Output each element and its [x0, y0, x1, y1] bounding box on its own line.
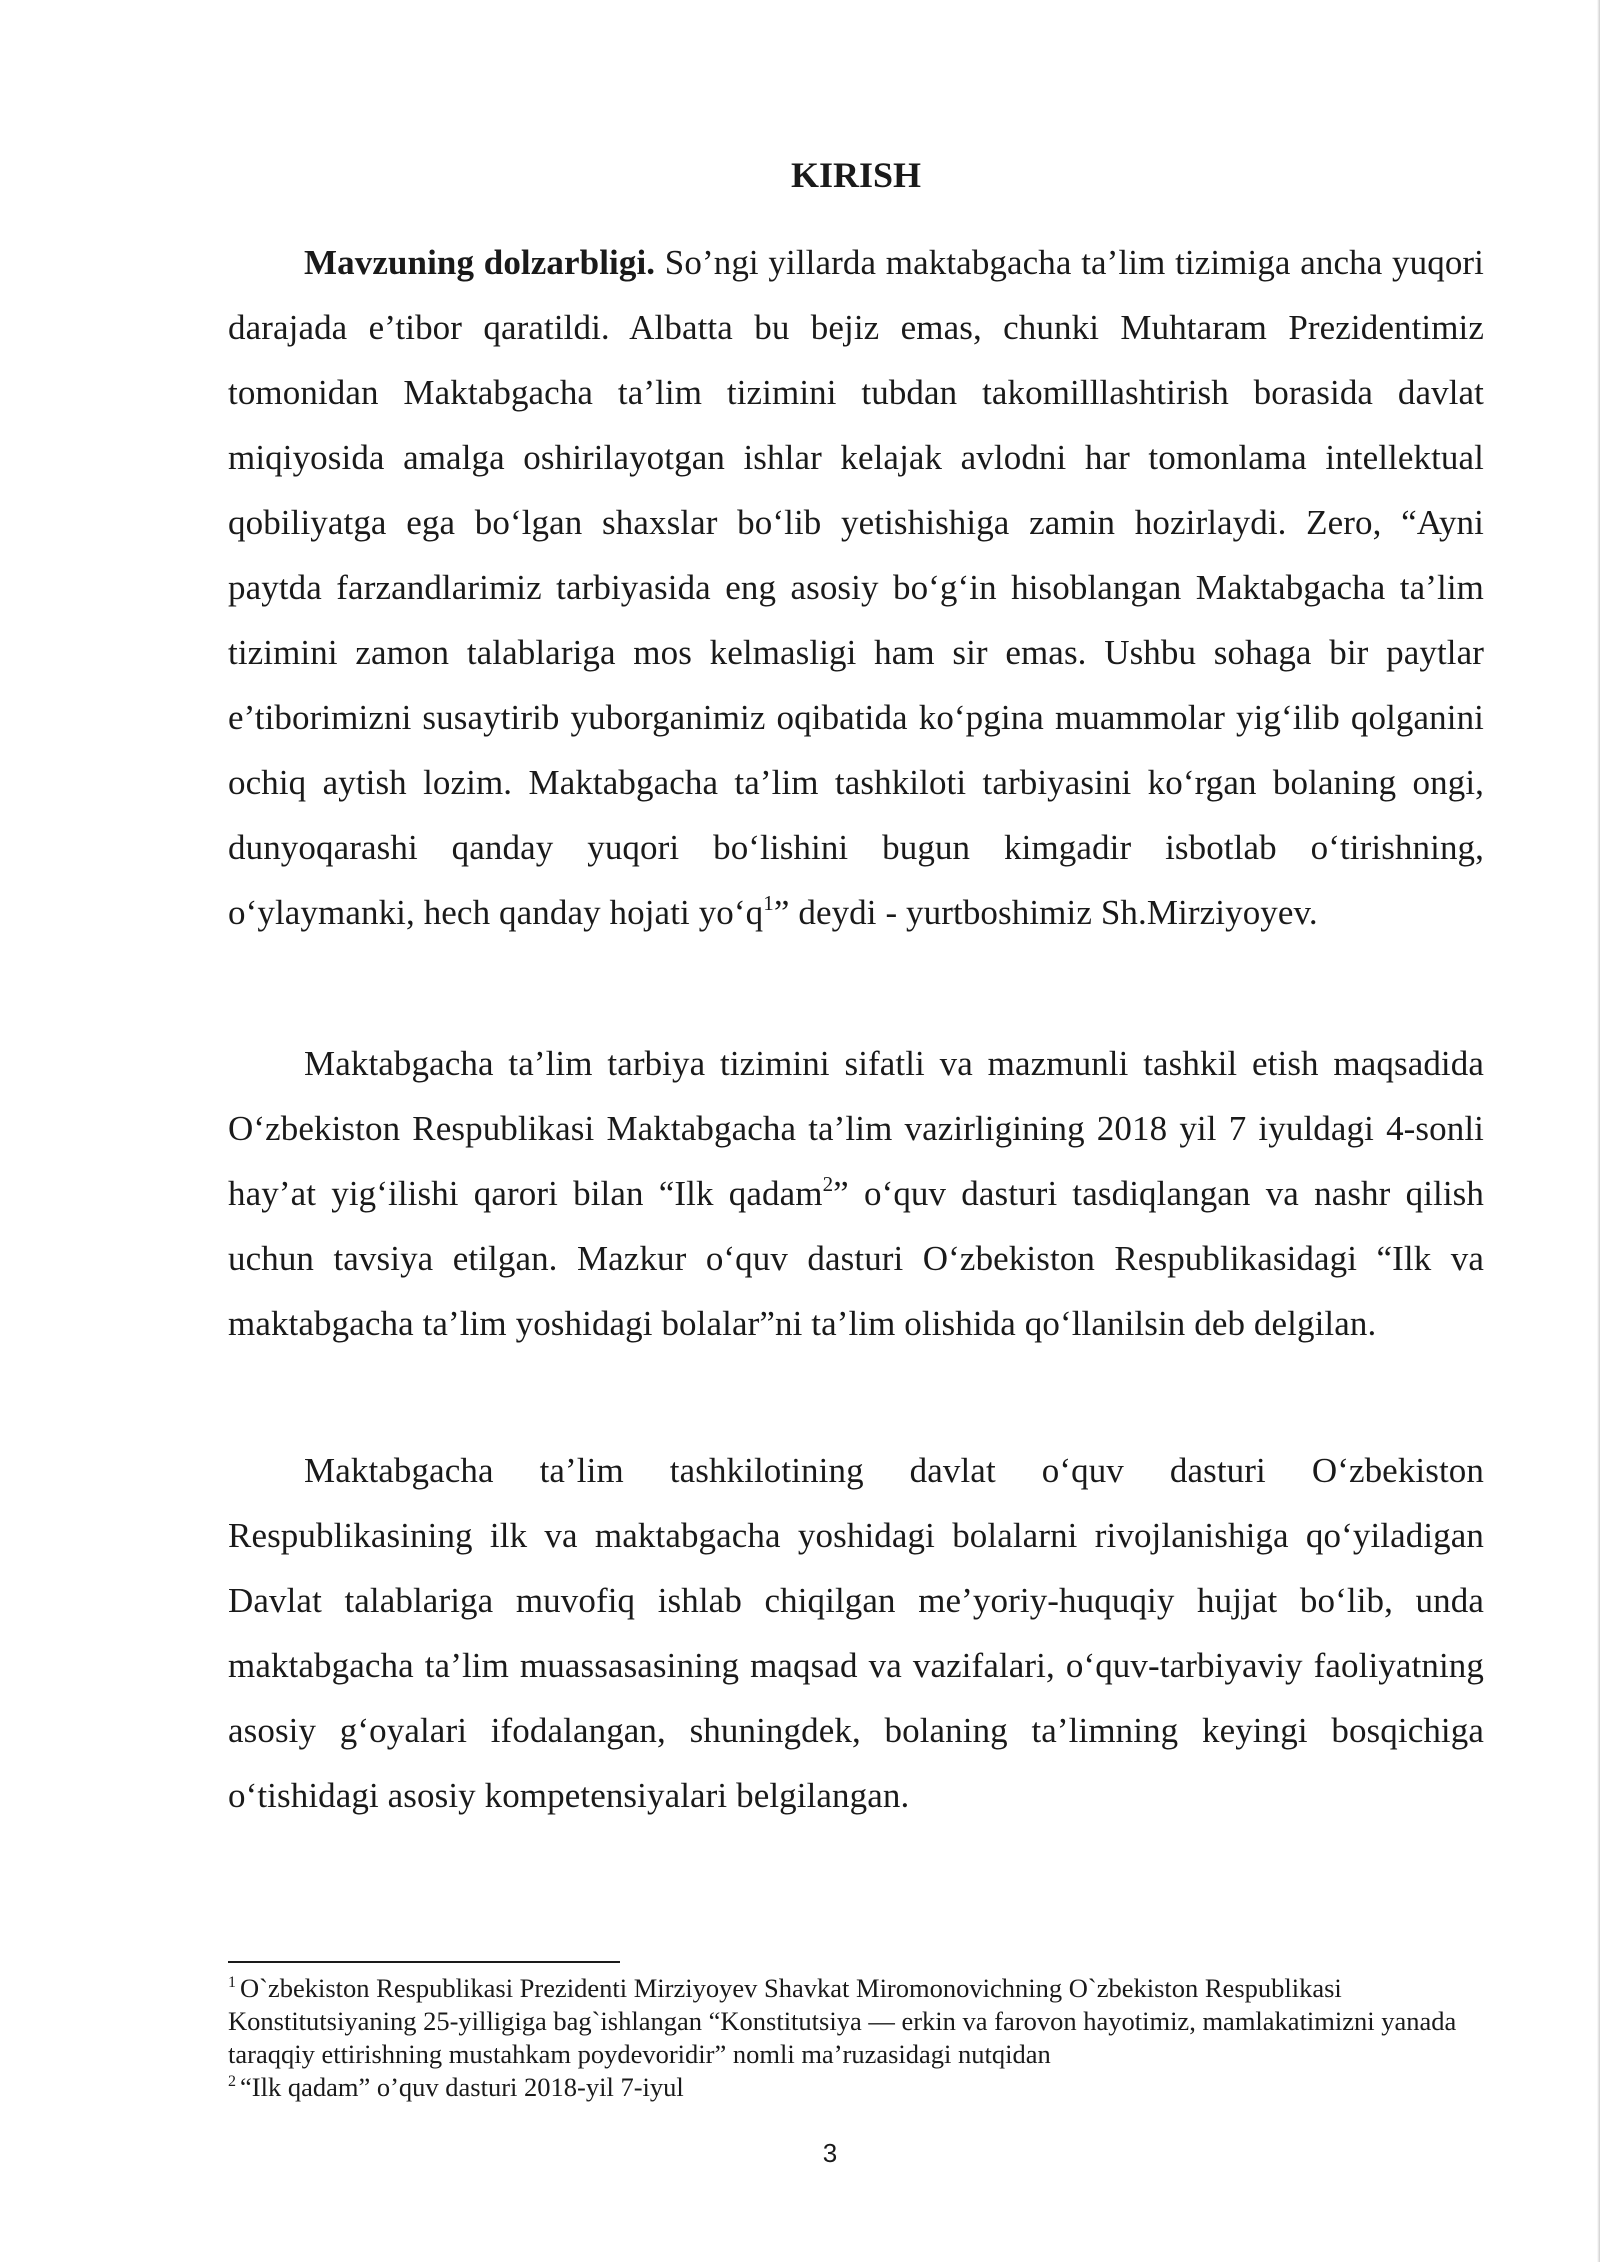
paragraph-text: ” oʻquv dasturi tasdiqlangan va nashr qilish uchun tavsiya etilgan. Mazkur oʻquv dasturi Oʻzbekiston Respublikasidagi “Ilk va maktabgacha ta’lim yoshidagi bolalar”ni ta’lim olishida qoʻllanilsin deb delgilan. [228, 1174, 1484, 1343]
paragraph-lead-heading: Mavzuning dolzarbligi. [304, 243, 656, 282]
paragraph-text: ” deydi - yurtboshimiz Sh.Mirziyoyev. [773, 893, 1318, 932]
paragraph-text: Maktabgacha ta’lim tarbiya tizimini sifatli va mazmunli tashkil etish maqsadida Oʻzbekiston Respublikasi Maktabgacha ta’lim vazirligining 2018 yil 7 iyuldagi 4-sonli hay’at yigʻilishi qarori bilan “Ilk qadam [228, 1044, 1484, 1213]
footnote-text: O`zbekiston Respublikasi Prezidenti Mirziyoyev Shavkat Miromonovichning O`zbekiston Respublikasi Konstitutsiyaning 25-yilligiga bag`ishlangan “Konstitutsiya — erkin va farovon hayotimiz, mamlakatimizni yanada taraqqiy ettirishning mustahkam poydevoridir” nomli ma’ruzasidagi nutqidan [228, 1973, 1457, 2069]
footnote-item [228, 1972, 1484, 2071]
paragraph-relevance [228, 230, 1484, 945]
section-title: KIRISH [790, 155, 922, 195]
paragraph-ilk-qadam [228, 1031, 1484, 1356]
footnote-separator [228, 1961, 620, 1963]
footnote-reference[interactable]: 1 [763, 891, 774, 915]
page-number: 3 [822, 2138, 838, 2168]
footnote-mark: 1 [228, 1974, 236, 1991]
footnote-text: “Ilk qadam” o’quv dasturi 2018-yil 7-iyul [240, 2072, 684, 2102]
paragraph-text: Maktabgacha ta’lim tashkilotining davlat oʻquv dasturi Oʻzbekiston Respublikasining ilk va maktabgacha yoshidagi bolalarni rivojlanishiga qoʻyiladigan Davlat talablariga muvofiq ishlab chiqilgan me’yoriy-huquqiy hujjat boʻlib, unda maktabgacha ta’lim muassasasining maqsad va vazifalari, oʻquv-tarbiyaviy faoliyatning asosiy gʻoyalari ifodalangan, shuningdek, bolaning ta’limning keyingi bosqichiga oʻtishidagi asosiy kompetensiyalari belgilangan. [228, 1451, 1484, 1815]
footnote-reference[interactable]: 2 [822, 1172, 834, 1196]
paragraph-state-program [228, 1438, 1484, 1828]
paragraph-text: So’ngi yillarda maktabgacha ta’lim tizimiga ancha yuqori darajada e’tibor qaratildi. Albatta bu bejiz emas, chunki Muhtaram Prezidentimiz tomonidan Maktabgacha ta’lim tizimini tubdan takomilllashtirish borasida davlat miqiyosida amalga oshirilayotgan ishlar kelajak avlodni har tomonlama intellektual qobiliyatga ega boʻlgan shaxslar boʻlib yetishishiga zamin hozirlaydi. Zero, “Ayni paytda farzandlarimiz tarbiyasida eng asosiy boʻgʻin hisoblangan Maktabgacha ta’lim tizimini zamon talablariga mos kelmasligi ham sir emas. Ushbu sohaga bir paytlar e’tiborimizni susaytirib yuborganimiz oqibatida koʻpgina muammolar yigʻilib qolganini ochiq aytish lozim. Maktabgacha ta’lim tashkiloti tarbiyasini koʻrgan bolaning ongi, dunyoqarashi qanday yuqori boʻlishini bugun kimgadir isbotlab oʻtirishning, oʻylaymanki, hech qanday hojati yoʻq [228, 243, 1484, 932]
footnote-item [228, 2071, 1484, 2104]
footnote-mark: 2 [228, 2073, 236, 2090]
footnotes [228, 1972, 1484, 2104]
